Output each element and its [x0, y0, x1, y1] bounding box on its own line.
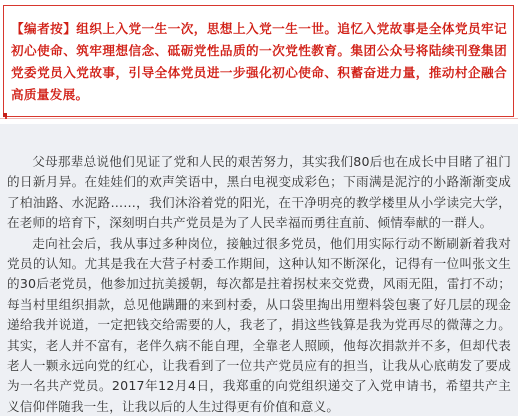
- divider-accent: [5, 117, 7, 119]
- article-body: [7, 152, 511, 416]
- article-panel: [0, 124, 518, 416]
- editor-note: [11, 18, 507, 106]
- editor-note-text: 组织上入党一生一次，思想上入党一生一世。追忆入党故事是全体党员牢记初心使命、筑牢理想信念、砥砺党性品质的一次党性教育。集团公众号将陆续刊登集团党委党员入党故事，引导全体党员进一步强化初心使命、积蓄奋进力量，推动村企融合高质量发展。: [11, 21, 508, 102]
- editor-note-box: [3, 5, 514, 117]
- section-divider: [0, 118, 518, 119]
- article-paragraph-1: 父母那辈总说他们见证了党和人民的艰苦努力，其实我们80后也在成长中目睹了祖门的日新月异。在娃娃们的欢声笑语中，黑白电视变成彩色；下雨满是泥泞的小路渐渐变成了柏油路、水泥路……，我们沐浴着党的阳光，在干净明亮的教学楼里从小学读完大学，在老师的培育下，深刻明白共产党员是为了人民幸福而勇往直前、倾情奉献的一群人。: [7, 154, 511, 231]
- article-paragraph-2: 走向社会后，我从事过多种岗位，接触过很多党员，他们用实际行动不断刷新着我对党员的认知。尤其是我在大营子村委工作期间，这种认知不断深化，记得有一位叫张文生的30后老党员，他参加过抗美援朝，每次都是拄着拐杖来交党费，风雨无阻，雷打不动；每当村里组织捐款，总见他蹒跚的来到村委，从口袋里掏出用塑料袋包裹了好几层的现金递给我并说道，一定把钱交给需要的人，我老了，捐这些钱算是我为党再尽的微薄之力。其实，老人并不富有，老伴久病不能自理，全靠老人照顾，他每次捐款并不多，但却代表老人一颗永远向党的红心，让我看到了一位共产党员应有的担当，让我从心底萌发了要成为一名共产党员。2017年12月4日，我郑重的向党组织递交了入党申请书，希望共产主义信仰伴随我一生，让我以后的人生过得更有价值和意义。: [7, 235, 511, 414]
- top-band: [0, 0, 518, 4]
- editor-note-tag: 【编者按】: [11, 21, 77, 36]
